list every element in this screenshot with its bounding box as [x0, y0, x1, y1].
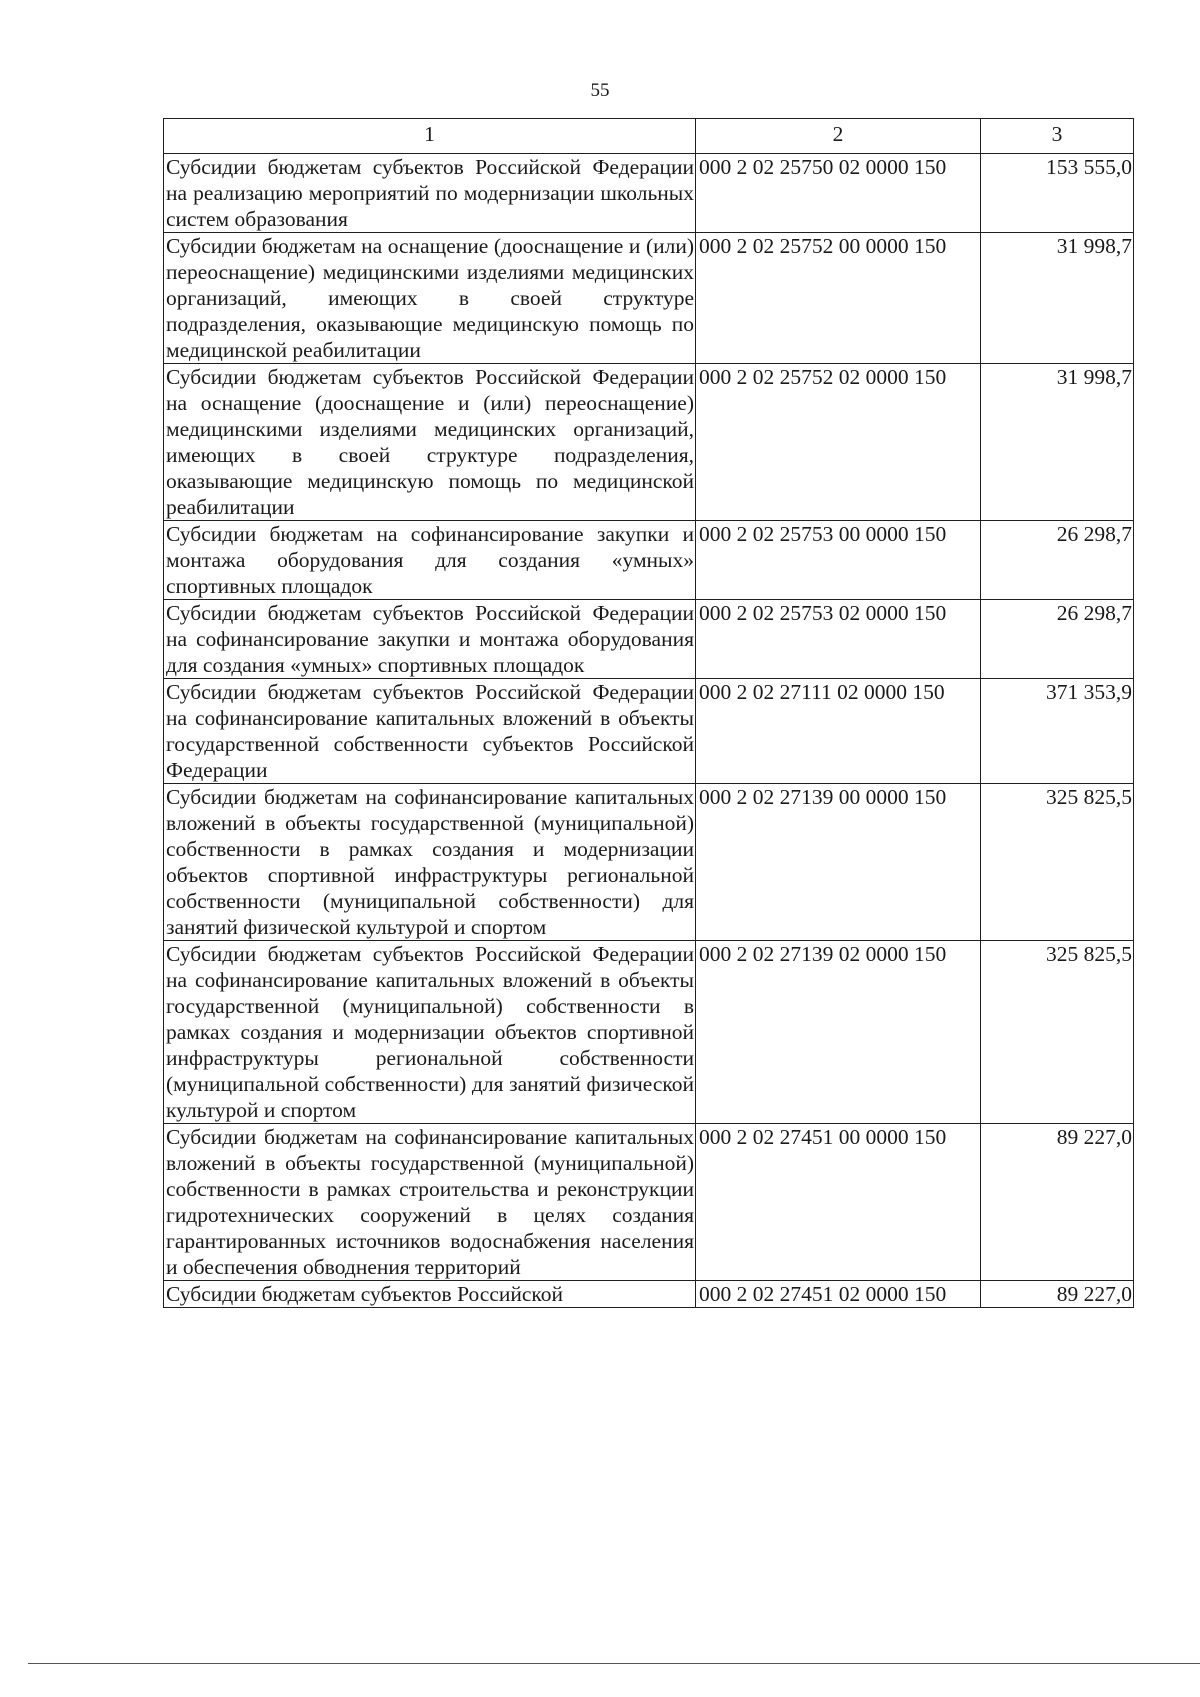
budget-table	[163, 118, 1134, 1308]
row-amount: 89 227,0	[981, 1281, 1134, 1308]
row-description: Субсидии бюджетам на софинансирование капитальных вложений в объекты государственной (муниципальной) собственности в рамках строительства и реконструкции гидротехнических сооружений в целях создания гарантированных источников водоснабжения населения и обеспечения обводнения территорий	[164, 1124, 696, 1281]
row-code: 000 2 02 27451 02 0000 150	[696, 1281, 981, 1308]
row-code: 000 2 02 25752 00 0000 150	[696, 233, 981, 364]
budget-table-container	[163, 118, 1133, 1308]
row-amount: 325 825,5	[981, 784, 1134, 941]
table-row	[164, 233, 1134, 364]
page-number: 55	[590, 80, 610, 101]
row-description: Субсидии бюджетам субъектов Российской Федерации на софинансирование закупки и монтажа оборудования для создания «умных» спортивных площадок	[164, 600, 696, 679]
row-description: Субсидии бюджетам субъектов Российской Федерации на софинансирование капитальных вложений в объекты государственной собственности субъектов Российской Федерации	[164, 679, 696, 784]
row-amount: 153 555,0	[981, 154, 1134, 233]
table-row	[164, 364, 1134, 521]
table-row	[164, 941, 1134, 1124]
row-amount: 26 298,7	[981, 600, 1134, 679]
page-bottom-divider	[28, 1663, 1200, 1664]
row-amount: 325 825,5	[981, 941, 1134, 1124]
column-header-amount: 3	[981, 119, 1134, 154]
row-code: 000 2 02 27451 00 0000 150	[696, 1124, 981, 1281]
row-description: Субсидии бюджетам на софинансирование закупки и монтажа оборудования для создания «умных» спортивных площадок	[164, 521, 696, 600]
table-row	[164, 1281, 1134, 1308]
table-row	[164, 600, 1134, 679]
row-code: 000 2 02 27111 02 0000 150	[696, 679, 981, 784]
row-amount: 31 998,7	[981, 233, 1134, 364]
row-code: 000 2 02 25750 02 0000 150	[696, 154, 981, 233]
row-description: Субсидии бюджетам субъектов Российской Федерации на реализацию мероприятий по модернизации школьных систем образования	[164, 154, 696, 233]
column-header-description: 1	[164, 119, 696, 154]
row-amount: 26 298,7	[981, 521, 1134, 600]
table-row	[164, 679, 1134, 784]
table-header-row	[164, 119, 1134, 154]
table-row	[164, 784, 1134, 941]
row-description: Субсидии бюджетам субъектов Российской	[164, 1281, 696, 1308]
table-row	[164, 1124, 1134, 1281]
row-code: 000 2 02 27139 00 0000 150	[696, 784, 981, 941]
row-description: Субсидии бюджетам на софинансирование капитальных вложений в объекты государственной (муниципальной) собственности в рамках создания и модернизации объектов спортивной инфраструктуры региональной собственности (муниципальной собственности) для занятий физической культурой и спортом	[164, 784, 696, 941]
row-amount: 89 227,0	[981, 1124, 1134, 1281]
row-description: Субсидии бюджетам субъектов Российской Федерации на софинансирование капитальных вложений в объекты государственной (муниципальной) собственности в рамках создания и модернизации объектов спортивной инфраструктуры региональной собственности (муниципальной собственности) для занятий физической культурой и спортом	[164, 941, 696, 1124]
row-code: 000 2 02 25752 02 0000 150	[696, 364, 981, 521]
table-row	[164, 521, 1134, 600]
column-header-code: 2	[696, 119, 981, 154]
table-row	[164, 154, 1134, 233]
row-amount: 371 353,9	[981, 679, 1134, 784]
row-code: 000 2 02 25753 02 0000 150	[696, 600, 981, 679]
row-description: Субсидии бюджетам субъектов Российской Федерации на оснащение (дооснащение и (или) переоснащение) медицинскими изделиями медицинских организаций, имеющих в своей структуре подразделения, оказывающие медицинскую помощь по медицинской реабилитации	[164, 364, 696, 521]
row-description: Субсидии бюджетам на оснащение (дооснащение и (или) переоснащение) медицинскими изделиями медицинских организаций, имеющих в своей структуре подразделения, оказывающие медицинскую помощь по медицинской реабилитации	[164, 233, 696, 364]
row-code: 000 2 02 27139 02 0000 150	[696, 941, 981, 1124]
row-amount: 31 998,7	[981, 364, 1134, 521]
row-code: 000 2 02 25753 00 0000 150	[696, 521, 981, 600]
